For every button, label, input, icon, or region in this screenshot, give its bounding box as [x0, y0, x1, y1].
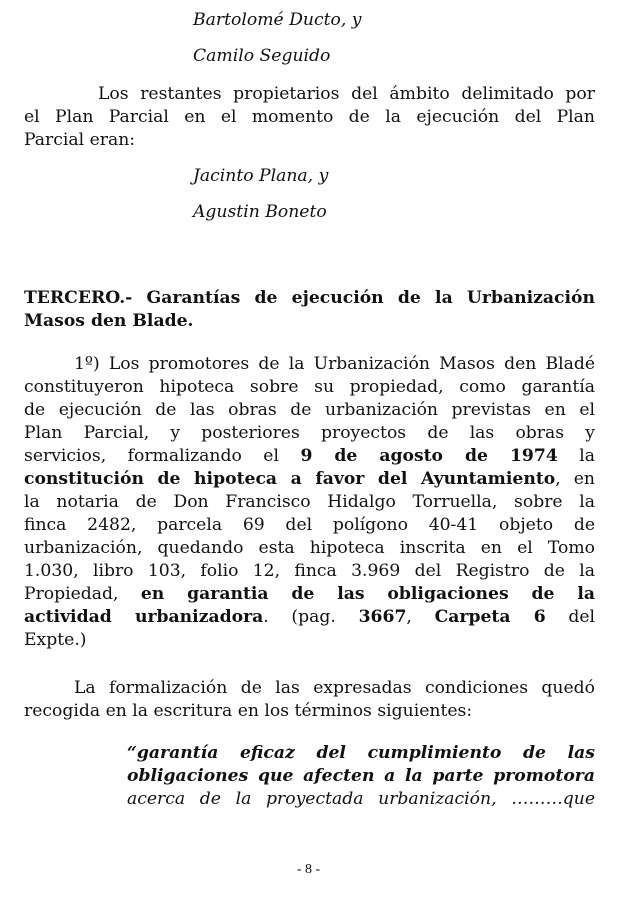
page-number: - 8 - — [296, 862, 321, 877]
text-span: , en — [555, 469, 595, 489]
paragraph-line: urbanización, quedando esta hipoteca inscrita en el Tomo — [24, 538, 595, 558]
guarantee-emphasis: en garantia de las obligaciones de la — [140, 584, 595, 604]
owner-name: Jacinto Plana, y — [193, 166, 329, 186]
text-span: del — [568, 607, 596, 627]
paragraph-line: Parcial eran: — [24, 130, 136, 150]
paragraph-line: La formalización de las expresadas condiciones quedó — [74, 678, 595, 698]
quote-line: obligaciones que afecten a la parte promotora — [127, 766, 595, 786]
quote-line: acerca de la proyectada urbanización, ………que — [127, 789, 595, 809]
paragraph-line: finca 2482, parcela 69 del polígono 40-41 objeto de — [24, 515, 595, 535]
paragraph-line: recogida en la escritura en los términos siguientes: — [24, 701, 473, 721]
owner-name: Agustin Boneto — [193, 202, 327, 222]
paragraph-line: la notaria de Don Francisco Hidalgo Torruella, sobre la — [24, 492, 595, 512]
text-span: . (pag. — [263, 607, 336, 627]
paragraph-line — [24, 468, 595, 490]
folder-reference: Carpeta 6 — [434, 607, 546, 627]
section-heading: Masos den Blade. — [24, 311, 194, 331]
paragraph-line: Plan Parcial, y posteriores proyectos de las obras y — [24, 423, 595, 443]
paragraph-line: constituyeron hipoteca sobre su propiedad, como garantía — [24, 377, 595, 397]
owner-name: Camilo Seguido — [193, 46, 331, 66]
paragraph-line — [24, 583, 595, 605]
paragraph-line: Los restantes propietarios del ámbito delimitado por — [98, 84, 595, 104]
guarantee-emphasis: actividad urbanizadora — [24, 607, 264, 627]
page-reference: 3667 — [358, 607, 407, 627]
text-span: la — [579, 446, 595, 466]
paragraph-line — [24, 445, 595, 467]
date-emphasis: 9 de agosto de 1974 — [300, 446, 558, 466]
owner-name: Bartolomé Ducto, y — [193, 10, 362, 30]
text-span: , — [406, 607, 412, 627]
paragraph-line: el Plan Parcial en el momento de la ejecución del Plan — [24, 107, 595, 127]
paragraph-line: 1º) Los promotores de la Urbanización Masos den Bladé — [74, 354, 595, 374]
mortgage-emphasis: constitución de hipoteca a favor del Ayuntamiento — [24, 469, 556, 489]
paragraph-line: de ejecución de las obras de urbanización previstas en el — [24, 400, 595, 420]
section-heading: TERCERO.- Garantías de ejecución de la Urbanización — [24, 288, 595, 308]
quote-line: “garantía eficaz del cumplimiento de las — [127, 743, 595, 763]
paragraph-line — [24, 606, 595, 628]
paragraph-line: Expte.) — [24, 630, 87, 650]
text-span: Propiedad, — [24, 584, 119, 604]
paragraph-line: 1.030, libro 103, folio 12, finca 3.969 del Registro de la — [24, 561, 595, 581]
text-span: servicios, formalizando el — [24, 446, 279, 466]
